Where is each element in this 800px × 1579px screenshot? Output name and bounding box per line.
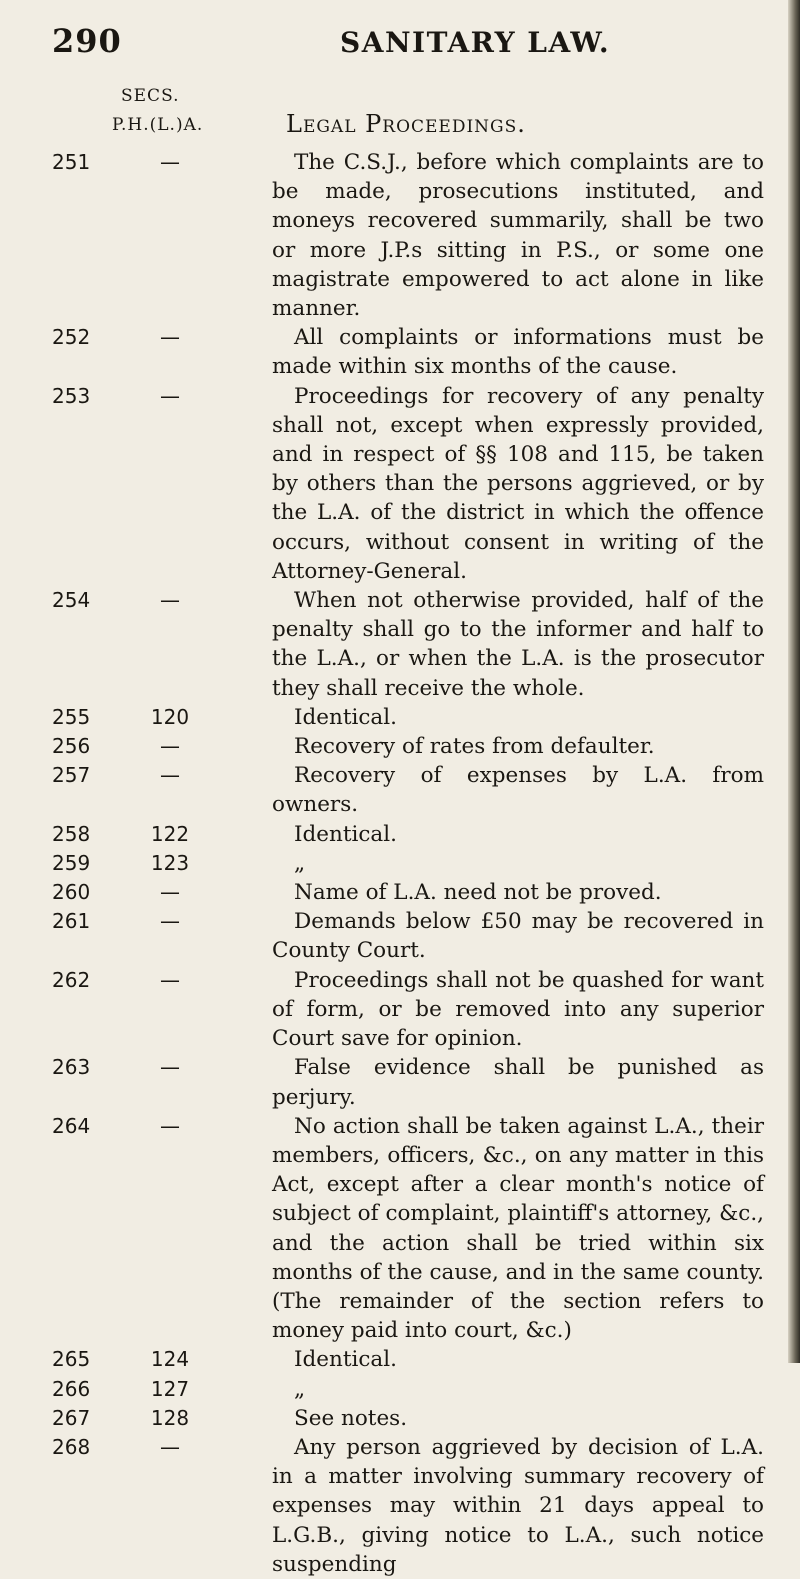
section-summary: Name of L.A. need not be proved. [294,880,662,906]
section-number: 266 [52,1376,91,1401]
section-summary: See notes. [294,1405,408,1431]
section-row [52,586,764,703]
section-row [52,820,764,849]
corresponding-section: 127 [150,1376,190,1401]
corresponding-section: — [160,1113,180,1138]
section-number: 259 [52,850,91,875]
section-number: 267 [52,1405,91,1430]
corresponding-section: 124 [150,1347,190,1372]
section-summary: „ [294,850,306,876]
section-row [52,1433,764,1579]
section-summary: Demands below £50 may be recovered in County Court. [272,909,764,964]
section-number: 252 [52,325,91,350]
section-number: 261 [52,909,91,934]
section-row [52,1345,764,1374]
section-number: 260 [52,880,91,905]
corresponding-section: — [160,909,180,934]
corresponding-section: — [160,1434,180,1459]
section-row [52,1112,764,1346]
section-row [52,966,764,1054]
section-row [52,849,764,878]
corresponding-section: — [160,150,180,174]
section-row [52,1375,764,1404]
page-edge-shadow [788,0,800,1363]
corresponding-section: 123 [150,850,190,875]
section-row [52,382,764,586]
corresponding-section: — [160,588,180,613]
section-summary: False evidence shall be punished as perjury. [272,1055,764,1110]
section-number: 262 [52,967,91,992]
section-row [52,148,764,323]
section-title: Legal Proceedings. [286,110,526,138]
section-summary: Proceedings for recovery of any penalty shall not, except when expressly provided, and in respect of §§ 108 and 115, be taken by others than the persons aggrieved, or by the L.A. of the district in which the offence occurs, without consent in writing of the Attorney-General. [272,383,764,584]
secs-column-label: SECS. [121,86,180,106]
section-row [52,732,764,761]
corresponding-section: — [160,383,180,408]
section-summary: Identical. [294,821,397,847]
section-number: 268 [52,1434,91,1459]
section-row [52,703,764,732]
corresponding-section: — [160,880,180,905]
section-summary: Recovery of rates from defaulter. [294,734,655,760]
section-number: 258 [52,821,91,846]
act-column-label: P.H.(L.)A. [112,115,204,135]
section-number: 256 [52,734,91,759]
page-number: 290 [52,22,122,60]
section-number: 257 [52,763,91,788]
section-summary: The C.S.J., before which complaints are to be made, prosecutions instituted, and moneys recovered summarily, shall be two or more J.P.s sitting in P.S., or some one magistrate empowered to act alone in like manner. [272,150,764,322]
corresponding-section: — [160,734,180,759]
section-row [52,761,764,819]
running-title: SANITARY LAW. [340,26,611,59]
section-row [52,878,764,907]
section-number: 255 [52,704,91,729]
section-summary: Recovery of expenses by L.A. from owners. [272,763,764,818]
section-row [52,323,764,381]
section-row [52,1053,764,1111]
section-row [52,1404,764,1433]
section-summary: Identical. [294,704,397,730]
corresponding-section: 120 [150,704,190,729]
section-row [52,907,764,965]
page-header [52,22,760,62]
section-number: 265 [52,1347,91,1372]
corresponding-section: — [160,325,180,350]
section-summary: No action shall be taken against L.A., their members, officers, &c., on any matter in this Act, except after a clear month's notice of subject of complaint, plaintiff's attorney, &c., and the action shall be tried within six months of the cause, and in the same county. (The remainder of the section refers to money paid into court, &c.) [272,1113,764,1344]
section-summary: Identical. [294,1347,397,1373]
section-number: 264 [52,1113,91,1138]
section-summary: When not otherwise provided, half of the penalty shall go to the informer and half to the L.A., or when the L.A. is the prosecutor they shall receive the whole. [272,588,764,701]
section-summary: Proceedings shall not be quashed for want of form, or be removed into any superior Court save for opinion. [272,967,764,1052]
section-summary: All complaints or informations must be made within six months of the cause. [272,325,764,380]
section-number: 263 [52,1055,91,1080]
section-summary: „ [294,1376,306,1402]
section-number: 251 [52,150,91,174]
section-number: 253 [52,383,91,408]
sections-table [52,148,764,1579]
section-summary: Any person aggrieved by decision of L.A. in a matter involving summary recovery of expenses may within 21 days appeal to L.G.B., giving notice to L.A., such notice suspending [272,1434,764,1577]
corresponding-section: — [160,763,180,788]
corresponding-section: — [160,1055,180,1080]
section-number: 254 [52,588,91,613]
corresponding-section: 128 [150,1405,190,1430]
corresponding-section: — [160,967,180,992]
corresponding-section: 122 [150,821,190,846]
